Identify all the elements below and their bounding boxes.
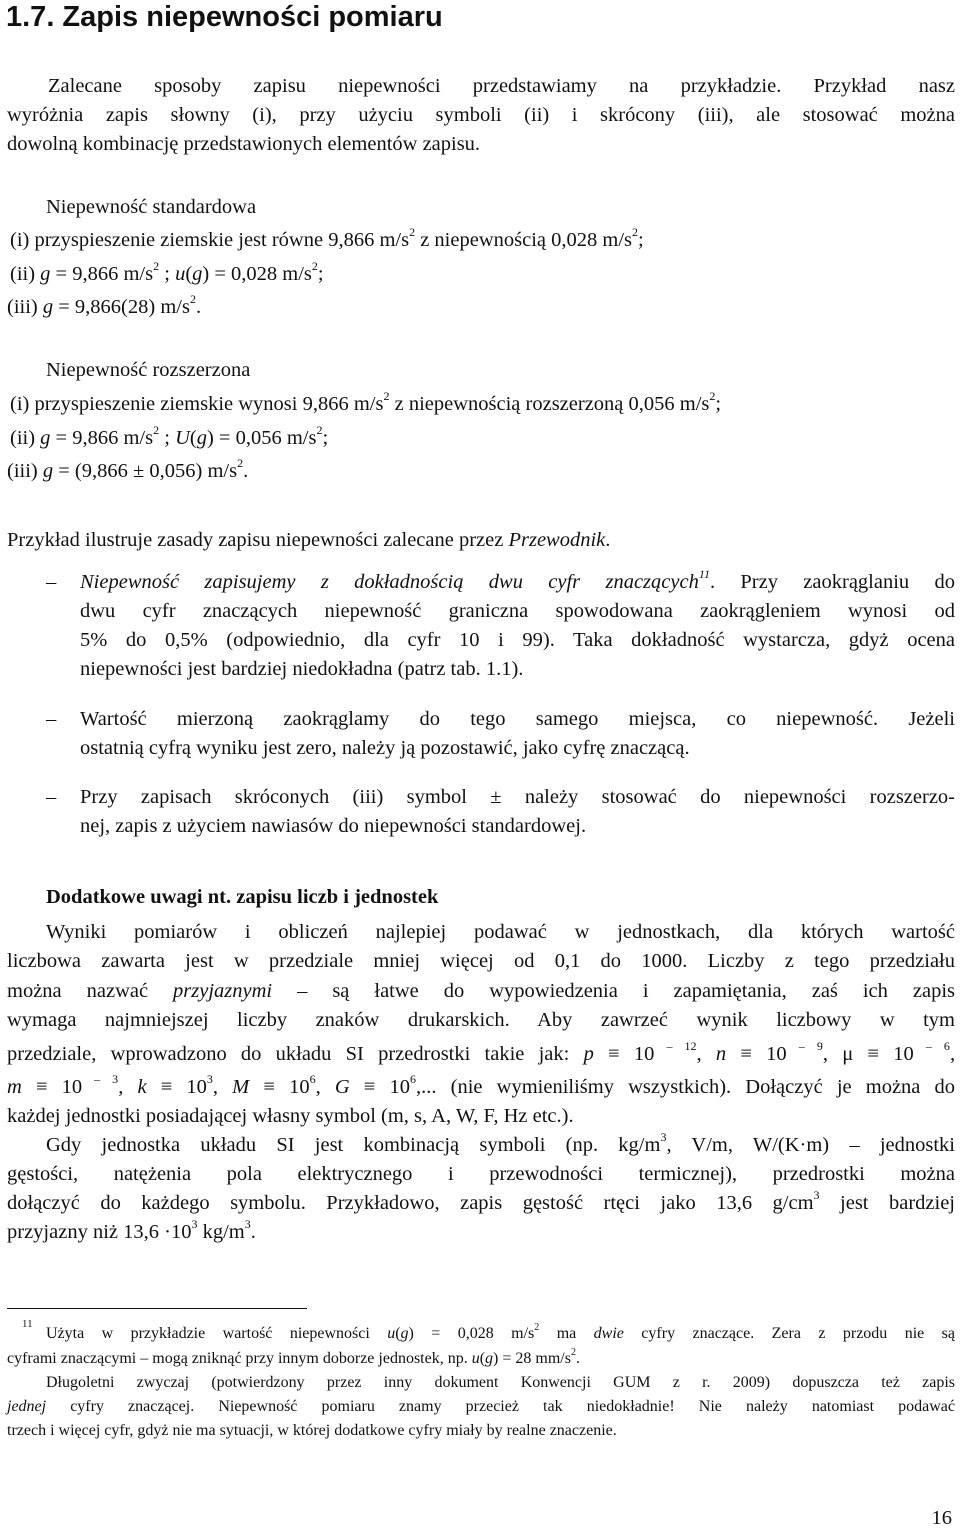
bullet-2-line-2: ostatnią cyfrą wyniku jest zero, należy ją pozostawić, jako cyfrę znaczącą.: [80, 737, 690, 759]
intro-line-1: Zalecane sposoby zapisu niepewności przedstawiamy na przykładzie. Przykład nasz: [48, 75, 955, 97]
standard-uncertainty-title: Niepewność standardowa: [46, 196, 257, 218]
bullet-3-line-2: nej, zapis z użyciem nawiasów do niepewności standardowej.: [80, 815, 587, 837]
section-title-units: Dodatkowe uwagi nt. zapisu liczb i jednostek: [46, 886, 439, 908]
section-heading: 1.7. Zapis niepewności pomiaru: [6, 1, 443, 33]
example-line: Przykład ilustruje zasady zapisu niepewności zalecane przez Przewodnik.: [7, 529, 611, 551]
units-p1-line-3: można nazwać przyjaznymi – są łatwe do wypowiedzenia i zapamiętania, zaś ich zapis: [7, 980, 956, 1002]
units-p1-line-6: m ≡ 10 $^{- 3}$, $k \equiv 10^3$, $M \equiv 10^6$, $G \equiv 10^6$,... (nie wymieniliśmy wszystkich). Dołączyć je można do: [7, 1072, 956, 1098]
footnote-line-4: jednej cyfry znaczącej. Niepewność pomiaru znamy przecież tak niedokładnie! Nie należy natomiast podawać: [7, 1398, 955, 1415]
bullet-1-line-2: dwu cyfr znaczących niepewność graniczna spowodowana zaokrągleniem wynosi od: [80, 600, 955, 622]
standard-line-i: (i) przyspieszenie ziemskie jest równe 9,866 $m/s^2$ z niepewnością 0,028 $m/s^2$;: [10, 225, 644, 251]
footnote-line-1: Użyta w przykładzie wartość niepewności u(g) = 0,028 $m/s^2$ ma dwie cyfry znaczące. Zera z przodu nie są: [46, 1321, 956, 1342]
expanded-line-iii: (iii) g = (9,866 ± 0,056) $m/s^2$.: [7, 456, 249, 482]
bullet-1-line-1: Niepewność zapisujemy z dokładnością dwu cyfr znaczących$^{11}$. Przy zaokrąglaniu do: [80, 567, 955, 593]
units-p1-line-1: Wyniki pomiarów i obliczeń najlepiej podawać w jednostkach, dla których wartość: [46, 921, 955, 943]
intro-line-3: dowolną kombinację przedstawionych elementów zapisu.: [7, 133, 481, 155]
expanded-line-ii: (ii) g = 9,866 $m/s^2$ ; U(g) = 0,056 $m/s^2$;: [10, 423, 329, 449]
bullet-2-line-1: Wartość mierzoną zaokrąglamy do tego samego miejsca, co niepewność. Jeżeli: [80, 708, 955, 730]
standard-line-ii: (ii) g = 9,866 $m/s^2$ ; u(g) = 0,028 $m/s^2$;: [10, 259, 324, 285]
units-p1-line-7: każdej jednostki posiadającej własny symbol (m, s, A, W, F, Hz etc.).: [7, 1105, 574, 1127]
units-p2-line-3: dołączyć do każdego symbolu. Przykładowo, zapis gęstość rtęci jako 13,6 $g/cm^3$ jest bardziej: [7, 1188, 955, 1214]
units-p2-line-1: Gdy jednostka układu SI jest kombinacją symboli (np. $kg/m^3$, V/m, W/(K·m) – jednostki: [46, 1130, 955, 1156]
units-p2-line-2: gęstości, natężenia pola elektrycznego i przewodności termicznej), przedrostki można: [7, 1163, 955, 1185]
bullet-dash: –: [46, 786, 57, 808]
bullet-dash: –: [46, 571, 57, 593]
page-number: 16: [931, 1507, 952, 1529]
footnote-line-5: trzech i więcej cyfr, gdyż nie ma sytuacji, w której dodatkowe cyfry miały by realne znaczenie.: [7, 1422, 617, 1439]
footnote-line-2: cyframi znaczącymi – mogą zniknąć przy innym doborze jednostek, np. u(g) = 28 $mm/s^2$.: [7, 1346, 580, 1367]
units-p2-line-4: przyjazny niż $13,6 \cdot 10^3$ $kg/m^3$.: [7, 1217, 256, 1243]
bullet-dash: –: [46, 708, 57, 730]
units-p1-line-2: liczbowa zawarta jest w przedziale mniej więcej od 0,1 do 1000. Liczby z tego przedziału: [7, 950, 955, 972]
bullet-1-line-4: niepewności jest bardziej niedokładna (patrz tab. 1.1).: [80, 658, 524, 680]
footnote-separator: [7, 1308, 307, 1309]
bullet-3-line-1: Przy zapisach skróconych (iii) symbol ± należy stosować do niepewności rozszerzo-: [80, 786, 955, 808]
expanded-uncertainty-title: Niepewność rozszerzona: [46, 359, 251, 381]
bullet-1-line-3: 5% do 0,5% (odpowiednio, dla cyfr 10 i 99). Taka dokładność wystarcza, gdyż ocena: [80, 629, 955, 651]
footnote-line-3: Długoletni zwyczaj (potwierdzony przez inny dokument Konwencji GUM z r. 2009) dopuszcza też zapis: [46, 1374, 955, 1391]
units-p1-line-4: wymaga najmniejszej liczby znaków drukarskich. Aby zawrzeć wynik liczbowy w tym: [7, 1009, 955, 1031]
units-p1-line-5: przedziale, wprowadzono do układu SI przedrostki takie jak: p ≡ 10 $^{- 12}$, n ≡ 10 $^{- 9}$, μ ≡ 10 $^{- 6}$,: [7, 1039, 956, 1065]
standard-line-iii: (iii) g = 9,866(28) $m/s^2$.: [7, 292, 202, 318]
footnote-number: 11: [22, 1318, 33, 1330]
expanded-line-i: (i) przyspieszenie ziemskie wynosi 9,866 $m/s^2$ z niepewnością rozszerzoną 0,056 $m/s^2$;: [10, 389, 722, 415]
intro-line-2: wyróżnia zapis słowny (i), przy użyciu symboli (ii) i skrócony (iii), ale stosować można: [7, 104, 955, 126]
